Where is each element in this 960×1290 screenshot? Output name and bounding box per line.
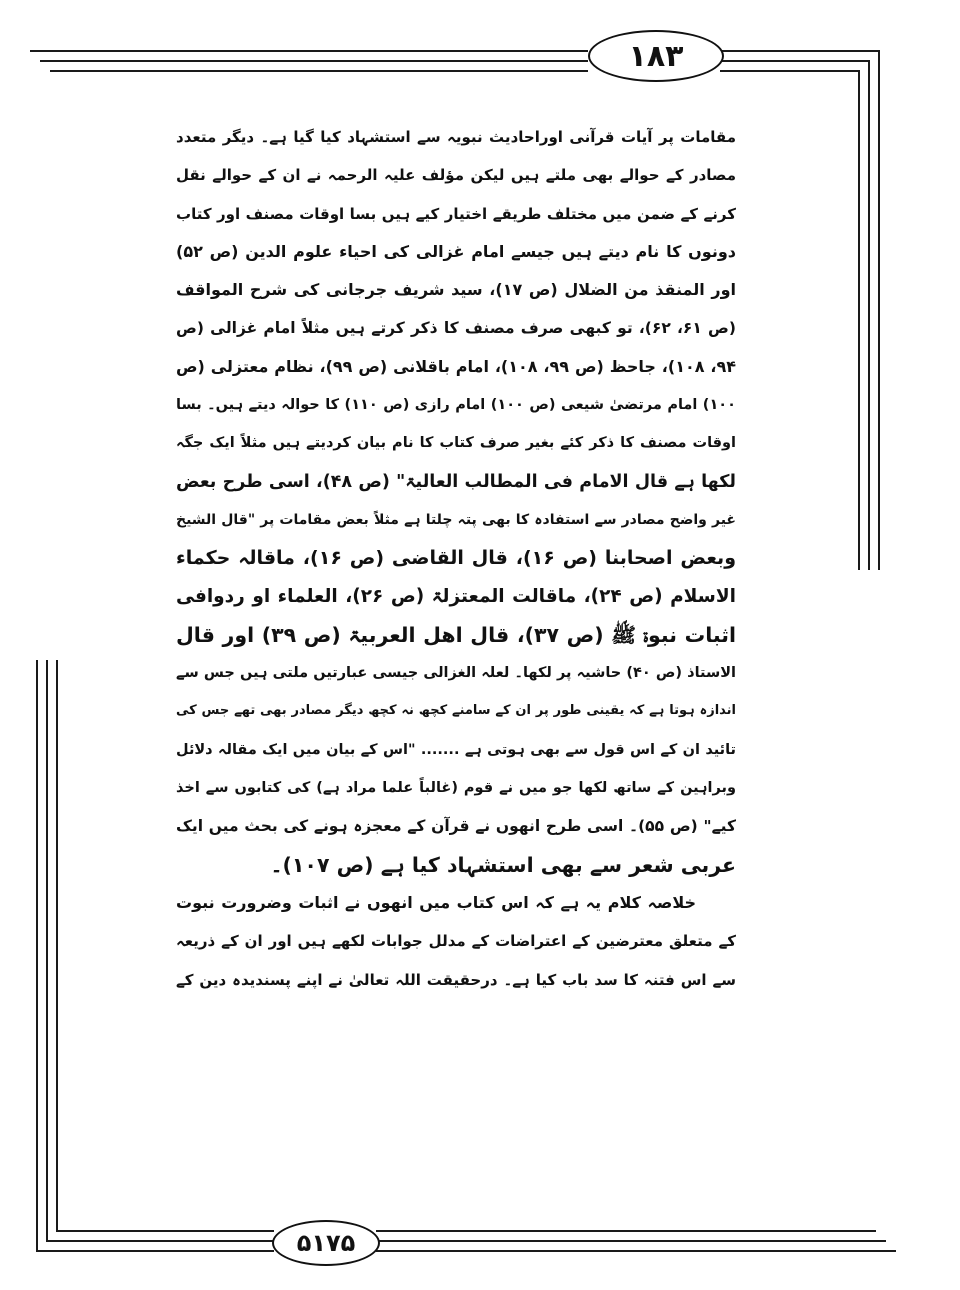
body-line: (ص ۶۱، ۶۲)، تو کبھی صرف مصنف کا ذکر کرتے ہیں مثلاً امام غزالی (ص bbox=[176, 319, 736, 338]
body-line: اور المنقذ من الضلال (ص ۱۷)، سید شریف جرجانی کی شرح المواقف bbox=[176, 280, 736, 300]
footer-number bbox=[272, 1220, 380, 1266]
frame-right-v1 bbox=[878, 50, 880, 570]
frame-bottom-line-2 bbox=[376, 1240, 886, 1242]
page-number bbox=[588, 30, 724, 82]
body-line: الاستاذ (ص ۴۰) حاشیہ پر لکھا۔ لعلہ الغزالی جیسی عبارتیں ملتی ہیں جس سے bbox=[176, 665, 736, 682]
body-line: لکھا ہے قال الامام فی المطالب العالیۃ" (ص ۴۸)، اسی طرح بعض bbox=[176, 471, 736, 492]
body-line: ۱۰۰) امام مرتضیٰ شیعی (ص ۱۰۰) امام رازی (ص ۱۱۰) کا حوالہ دیتے ہیں۔ بسا bbox=[176, 397, 736, 414]
body-line: سے اس فتنہ کا سد باب کیا ہے۔ درحقیقت اللہ تعالیٰ نے اپنے پسندیدہ دین کے bbox=[176, 970, 736, 989]
body-line: اوقات مصنف کا ذکر کئے بغیر صرف کتاب کا نام بیان کردیتے ہیں مثلاً ایک جگہ bbox=[176, 435, 736, 452]
frame-left-v3 bbox=[56, 660, 58, 1230]
body-line: دونوں کا نام دیتے ہیں جیسے امام غزالی کی احیاء علوم الدین (ص ۵۲) bbox=[176, 241, 736, 261]
body-line: کے متعلق معترضین کے اعتراضات کے مدلل جوابات لکھے ہیں اور ان کے ذریعہ bbox=[176, 932, 736, 951]
frame-top-line-2 bbox=[40, 60, 588, 62]
body-line: وبعض اصحابنا (ص ۱۶)، قال القاضی (ص ۱۶)، ماقالہ حکماء bbox=[176, 547, 736, 570]
frame-left-v2 bbox=[46, 660, 48, 1240]
body-line: ۹۴، ۱۰۸)، جاحظ (ص ۹۹، ۱۰۸)، امام باقلانی (ص ۹۹)، نظام معتزلی (ص bbox=[176, 356, 736, 376]
frame-right-top-h1 bbox=[720, 50, 880, 52]
body-line: عربی شعر سے بھی استشہاد کیا ہے (ص ۱۰۷)۔ bbox=[270, 852, 736, 877]
frame-top-line-3 bbox=[50, 70, 588, 72]
body-line: الاسلام (ص ۲۴)، ماقالت المعتزلۃ (ص ۲۶)، العلماء او ردوافی bbox=[176, 585, 736, 607]
body-line: تائید ان کے اس قول سے بھی ہوتی ہے ....... "اس کے بیان میں ایک مقالہ دلائل bbox=[176, 741, 736, 758]
frame-bottom-line-1 bbox=[376, 1250, 896, 1252]
frame-right-top-h3 bbox=[720, 70, 860, 72]
body-line: غیر واضح مصادر سے استفادہ کا بھی پتہ چلتا ہے مثلاً بعض مقامات پر "قال الشیخ bbox=[176, 511, 736, 528]
body-text bbox=[176, 118, 736, 999]
page-number-text: ۱۸۳ bbox=[628, 38, 684, 74]
frame-right-v3 bbox=[858, 70, 860, 570]
frame-right-v2 bbox=[868, 60, 870, 570]
body-line: وبراہین کے ساتھ لکھا جو میں نے قوم (غالباً علما مراد ہے) کی کتابوں سے اخذ bbox=[176, 780, 736, 797]
footer-number-text: ۵۱۷۵ bbox=[296, 1229, 356, 1257]
frame-left-v1 bbox=[36, 660, 38, 1250]
frame-bottom-line-3 bbox=[376, 1230, 876, 1232]
body-line: مقامات پر آیات قرآنی اوراحادیث نبویہ سے استشہاد کیا گیا ہے۔ دیگر متعدد bbox=[176, 128, 736, 146]
body-line: اندازہ ہوتا ہے کہ یقینی طور پر ان کے سامنے کچھ نہ کچھ دیگر مصادر بھی تھے جس کی bbox=[176, 703, 736, 719]
body-line: کرنے کے ضمن میں مختلف طریقے اختیار کیے ہیں بسا اوقات مصنف اور کتاب bbox=[176, 204, 736, 223]
body-line: مصادر کے حوالے بھی ملتے ہیں لیکن مؤلف علیہ الرحمہ نے ان کے حوالے نقل bbox=[176, 166, 736, 185]
body-line: اثبات نبوۃ ﷺ (ص ۳۷)، قال اھل العربیۃ (ص ۳۹) اور قال bbox=[176, 622, 736, 647]
body-line: کیے" (ص ۵۵)۔ اسی طرح انھوں نے قرآن کے معجزہ ہونے کی بحث میں ایک bbox=[176, 817, 736, 836]
frame-bottom-left-h1 bbox=[36, 1250, 274, 1252]
frame-top-line-1 bbox=[30, 50, 588, 52]
frame-bottom-left-h3 bbox=[56, 1230, 274, 1232]
frame-bottom-left-h2 bbox=[46, 1240, 274, 1242]
body-line: خلاصہ کلام یہ ہے کہ اس کتاب میں انھوں نے اثبات وضرورت نبوت bbox=[176, 892, 696, 912]
frame-right-top-h2 bbox=[720, 60, 870, 62]
